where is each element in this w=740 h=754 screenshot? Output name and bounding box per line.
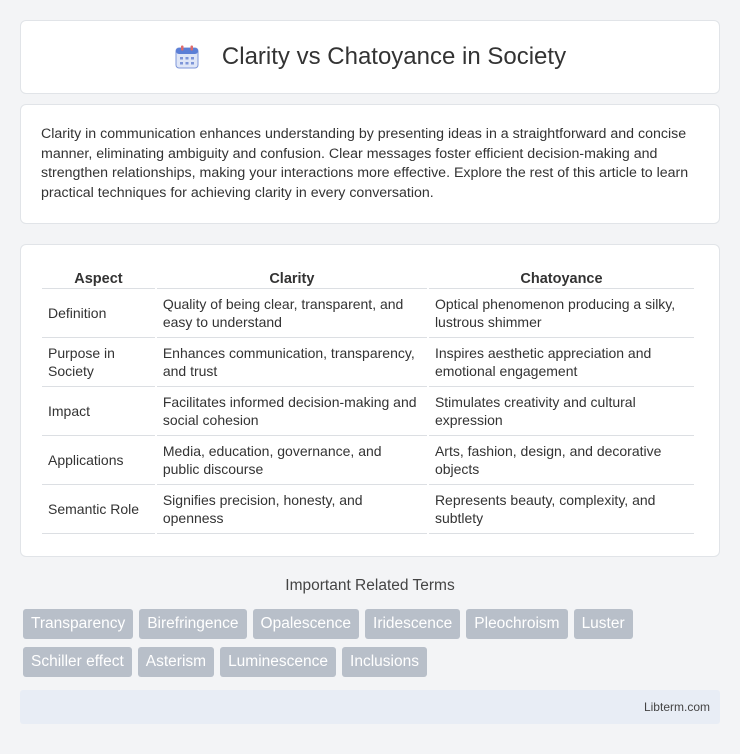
tag-row (23, 647, 723, 677)
table-cell-aspect: Purpose in Society (42, 338, 155, 387)
table-cell-aspect: Definition (42, 289, 155, 338)
table-cell-aspect: Impact (42, 387, 155, 436)
table-cell-clarity: Signifies precision, honesty, and openness (157, 485, 427, 534)
table-cell-clarity: Media, education, governance, and public discourse (157, 436, 427, 485)
table-row (42, 485, 694, 534)
tag-pleochroism[interactable]: Pleochroism (466, 609, 567, 639)
footer-brand-link[interactable]: Libterm.com (643, 700, 710, 714)
table-cell-clarity: Quality of being clear, transparent, and easy to understand (157, 289, 427, 338)
intro-card (20, 104, 720, 224)
column-header-chatoyance: Chatoyance (429, 265, 694, 289)
table-cell-clarity: Facilitates informed decision-making and social cohesion (157, 387, 427, 436)
table-cell-chatoyance: Inspires aesthetic appreciation and emotional engagement (429, 338, 694, 387)
table-cell-chatoyance: Stimulates creativity and cultural expression (429, 387, 694, 436)
tag-luster[interactable]: Luster (574, 609, 633, 639)
header-card (20, 20, 720, 94)
column-header-aspect: Aspect (42, 265, 155, 289)
tag-schiller-effect[interactable]: Schiller effect (23, 647, 132, 677)
table-cell-aspect: Semantic Role (42, 485, 155, 534)
comparison-table-card (20, 244, 720, 557)
table-cell-chatoyance: Optical phenomenon producing a silky, lustrous shimmer (429, 289, 694, 338)
table-cell-chatoyance: Arts, fashion, design, and decorative objects (429, 436, 694, 485)
intro-paragraph: Clarity in communication enhances understanding by presenting ideas in a straightforward and concise manner, eliminating ambiguity and confusion. Clear messages foster efficient decision-making and strengthen relationships, making your interactions more effective. Explore the rest of this article to learn practical techniques for achieving clarity in every conversation. (41, 126, 689, 201)
table-cell-aspect: Applications (42, 436, 155, 485)
tag-asterism[interactable]: Asterism (138, 647, 214, 677)
related-terms-title: Important Related Terms (285, 577, 455, 594)
table-row (42, 338, 694, 387)
tag-birefringence[interactable]: Birefringence (139, 609, 246, 639)
column-header-clarity: Clarity (157, 265, 427, 289)
page-title: Clarity vs Chatoyance in Society (221, 43, 567, 70)
tag-transparency[interactable]: Transparency (23, 609, 133, 639)
comparison-table (40, 265, 696, 534)
table-row (42, 289, 694, 338)
related-terms-tags (23, 609, 723, 685)
tag-row (23, 609, 723, 639)
calendar-grid-icon (174, 44, 200, 70)
table-row (42, 436, 694, 485)
footer (20, 690, 720, 724)
tag-luminescence[interactable]: Luminescence (220, 647, 336, 677)
table-header-row (42, 265, 694, 289)
table-row (42, 387, 694, 436)
table-cell-chatoyance: Represents beauty, complexity, and subtlety (429, 485, 694, 534)
tag-inclusions[interactable]: Inclusions (342, 647, 427, 677)
tag-opalescence[interactable]: Opalescence (253, 609, 359, 639)
table-cell-clarity: Enhances communication, transparency, and trust (157, 338, 427, 387)
tag-iridescence[interactable]: Iridescence (365, 609, 460, 639)
